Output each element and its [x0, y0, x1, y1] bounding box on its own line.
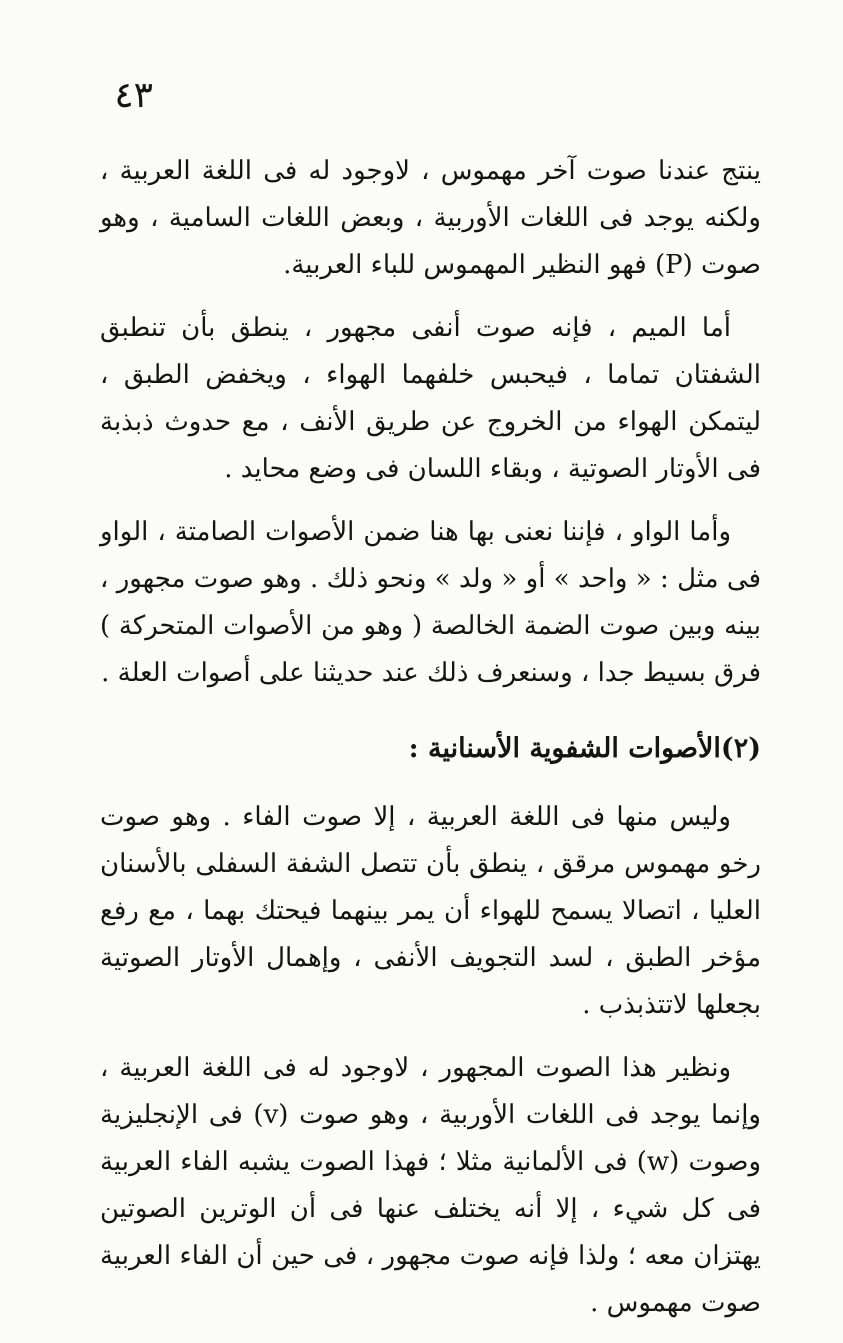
page-number: ٤٣ [114, 75, 153, 116]
paragraph-waw: وأما الواو ، فإننا نعنى بها هنا ضمن الأصوات الصامتة ، الواو فى مثل : « واحد » أو « ولد » ونحو ذلك . وهو صوت مجهور ، بينه وبين صوت الضمة الخالصة ( وهو من الأصوات المتحركة ) فرق بسيط جدا ، وسنعرف ذلك عند حديثنا على أصوات العلة . [100, 517, 761, 688]
paragraph-voiceless-p: ينتج عندنا صوت آخر مهموس ، لاوجود له فى اللغة العربية ، ولكنه يوجد فى اللغات الأوربية ، وبعض اللغات السامية ، وهو صوت (P) فهو النظير المهموس للباء العربية. [100, 156, 761, 280]
paragraph-faa: وليس منها فى اللغة العربية ، إلا صوت الفاء . وهو صوت رخو مهموس مرقق ، ينطق بأن تتصل الشفة السفلى بالأسنان العليا ، اتصالا يسمح للهواء أن يمر بينهما فيحتك بهما ، مع رفع مؤخر الطبق ، لسد التجويف الأنفى ، وإهمال الأوتار الصوتية بجعلها لاتتذبذب . [100, 802, 761, 1020]
paragraph-voiced-counterpart: ونظير هذا الصوت المجهور ، لاوجود له فى اللغة العربية ، وإنما يوجد فى اللغات الأوربية ، وهو صوت (v) فى الإنجليزية وصوت (w) فى الألمانية مثلا ؛ فهذا الصوت يشبه الفاء العربية فى كل شيء ، إلا أنه يختلف عنها فى أن الوترين الصوتين يهتزان معه ؛ ولذا فإنه صوت مجهور ، فى حين أن الفاء العربية صوت مهموس . [100, 1053, 761, 1318]
paragraph-meem: أما الميم ، فإنه صوت أنفى مجهور ، ينطق بأن تنطبق الشفتان تماما ، فيحبس خلفهما الهواء ، ويخفض الطبق ، ليتمكن الهواء من الخروج عن طريق الأنف ، مع حدوث ذبذبة فى الأوتار الصوتية ، وبقاء اللسان فى وضع محايد . [100, 313, 761, 484]
page-body [100, 148, 761, 1343]
section-heading-labiodental: (٢)الأصوات الشفوية الأسنانية : [408, 733, 761, 764]
